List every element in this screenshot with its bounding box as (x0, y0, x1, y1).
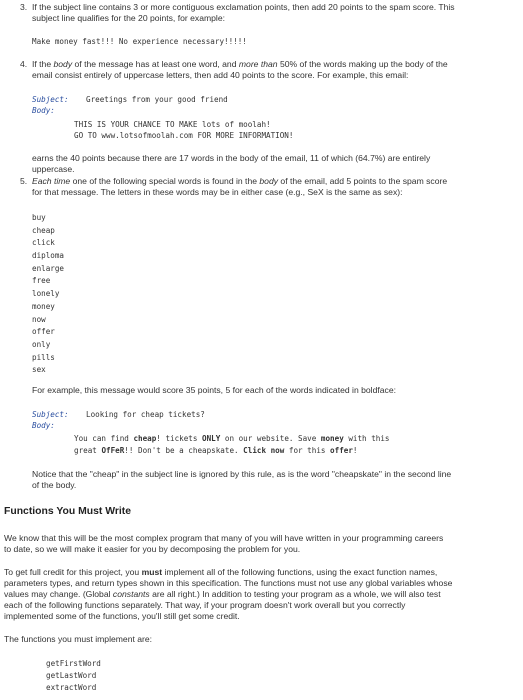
body-text: ! tickets (156, 434, 203, 443)
notice-text: Notice that the "cheap" in the subject line is ignored by this rule, as is the word "cheapskate" in the second line (32, 469, 452, 479)
subject-value: Looking for cheap tickets? (86, 410, 205, 419)
code-example: Make money fast!!! No experience necessary!!!!! (32, 37, 247, 46)
list-item-5 (20, 176, 510, 187)
item-text-continued: subject line qualifies for the 20 points, for example: (32, 13, 225, 23)
special-word: money (32, 301, 55, 311)
paragraph-line: parameters types, and return types shown in this specification. The functions must not use any global variables whose (4, 578, 453, 588)
special-word: enlarge (32, 263, 65, 273)
paragraph-line (4, 589, 509, 600)
paragraph-line: each of the following functions separately. That way, if your program doesn't work overall but you correctly (4, 600, 406, 610)
example-intro: For example, this message would score 35 points, 5 for each of the words indicated in boldface: (32, 385, 397, 395)
item-text: one of the following special words is found in the (70, 176, 260, 186)
body-text: with this (343, 434, 390, 443)
body-text: for this (284, 446, 331, 455)
item-text: of the message has at least one word, and (72, 59, 239, 69)
item-number: 3. (20, 2, 28, 12)
paragraph-text: values may change. (Global (4, 589, 113, 599)
emphasis-text: Each time (32, 176, 71, 186)
item-number: 5. (20, 176, 28, 186)
spam-word: money (320, 434, 344, 443)
spam-word: offer (330, 446, 353, 455)
special-word: cheap (32, 225, 55, 235)
paragraph-text: are all right.) In addition to testing your program as a whole, we will also test (149, 589, 441, 599)
email-body-label (32, 105, 86, 116)
function-list (46, 658, 101, 693)
body-text: on our website. Save (220, 434, 321, 443)
list-item-4 (20, 59, 510, 70)
special-word: lonely (32, 289, 60, 299)
paragraph-text: implement all of the following functions, using the exact function names, (162, 567, 438, 577)
email-body-line (74, 445, 357, 456)
email-subject-line (32, 409, 205, 420)
special-word: now (32, 314, 46, 324)
body-label: Body: (32, 106, 55, 115)
paragraph-line (4, 567, 509, 578)
spam-word: ONLY (202, 434, 221, 443)
email-body-line: GO TO www.lotsofmoolah.com FOR MORE INFORMATION! (74, 131, 294, 140)
item-text-continued: email consist entirely of uppercase letters, then add 40 points to the score. For example, this email: (32, 70, 409, 80)
special-word: offer (32, 327, 55, 337)
item-text: If the subject line contains 3 or more contiguous exclamation points, then add 20 points to the spam score. This (32, 2, 455, 12)
email-subject-line (32, 94, 228, 105)
emphasis-text: body (259, 176, 279, 186)
body-text: ! (352, 446, 358, 455)
subject-label: Subject: (32, 95, 69, 104)
notice-text: of the body. (32, 480, 77, 490)
body-label: Body: (32, 421, 55, 430)
emphasis-text: must (141, 567, 163, 577)
special-word: click (32, 238, 55, 248)
paragraph-line: We know that this will be the most complex program that many of you will have written in your programming careers (4, 533, 444, 543)
section-heading: Functions You Must Write (4, 506, 131, 517)
special-word: diploma (32, 251, 65, 261)
paragraph-line: to date, so we will make it easier for you by decomposing the problem for you. (4, 544, 301, 554)
paragraph-text: To get full credit for this project, you (4, 567, 142, 577)
subject-label: Subject: (32, 410, 69, 419)
item-text-continued: for that message. The letters in these words may be in either case (e.g., SeX is the same as sex): (32, 187, 403, 197)
emphasis-text: body (53, 59, 73, 69)
item-text: If the (32, 59, 54, 69)
email-body-line (74, 433, 389, 444)
special-word: pills (32, 352, 55, 362)
spam-word: OfFeR (101, 446, 125, 455)
item-text-continued: earns the 40 points because there are 17 words in the body of the email, 11 of which (64.7%) are entirely (32, 153, 431, 163)
emphasis-text: constants (112, 589, 150, 599)
item-text-continued: uppercase. (32, 164, 75, 174)
special-word: buy (32, 213, 46, 222)
item-text: 50% of the words making up the body of the (277, 59, 448, 69)
item-text: of the email, add 5 points to the spam score (278, 176, 448, 186)
subject-value: Greetings from your good friend (86, 95, 228, 104)
list-item-3 (20, 2, 510, 13)
spam-word: Click (243, 446, 267, 455)
paragraph-line: implemented some of the functions, you'll still get some credit. (4, 611, 240, 621)
email-body-label (32, 420, 86, 431)
body-text: great (74, 446, 102, 455)
function-name: getLastWord (46, 671, 97, 680)
body-text: You can find (74, 434, 134, 443)
emphasis-text: more than (238, 59, 278, 69)
item-number: 4. (20, 59, 28, 69)
function-name: extractWord (46, 683, 97, 692)
special-word: only (32, 339, 51, 349)
function-name: getFirstWord (46, 659, 101, 668)
body-text: !! Don't be a cheapskate. (124, 446, 244, 455)
special-words-list (32, 212, 64, 375)
special-word: sex (32, 365, 46, 375)
spam-word: now (270, 446, 285, 455)
special-word: free (32, 276, 51, 286)
spam-word: cheap (133, 434, 157, 443)
email-body-line: THIS IS YOUR CHANCE TO MAKE lots of moolah! (74, 120, 271, 129)
paragraph-line: The functions you must implement are: (4, 634, 153, 644)
